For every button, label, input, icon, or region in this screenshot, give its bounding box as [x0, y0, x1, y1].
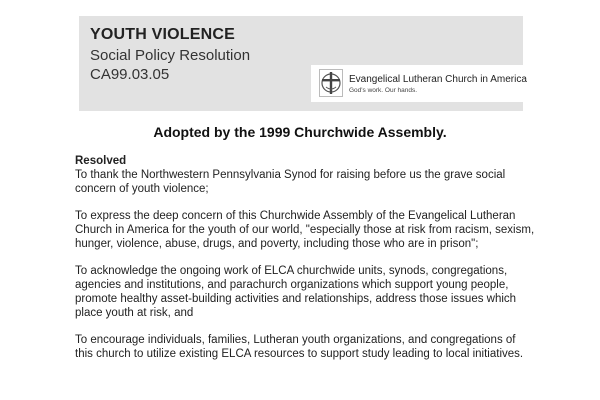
resolution-paragraph: To encourage individuals, families, Lutheran youth organizations, and congregations of this church to utilize existing ELCA resources to support study leading to local initiatives. [75, 334, 524, 360]
document-subtitle: Social Policy Resolution [90, 47, 251, 64]
adoption-heading: Adopted by the 1999 Churchwide Assembly. [153, 124, 447, 140]
resolution-paragraph: To express the deep concern of this Churchwide Assembly of the Evangelical Lutheran Church in America for the youth of our world, "especially those at risk from racism, sexism, hunger, violence, abuse, drugs, and poverty, including those who are in prison"; [75, 210, 535, 250]
header-box [79, 16, 527, 111]
resolved-label: Resolved [75, 155, 127, 167]
logo-tagline: God's work. Our hands. [349, 87, 418, 94]
document-code: CA99.03.05 [90, 66, 170, 83]
logo-organization-name: Evangelical Lutheran Church in America [349, 74, 527, 85]
resolution-paragraph: To acknowledge the ongoing work of ELCA churchwide units, synods, congregations, agencies and institutions, and parachurch organizations which support young people, promote healthy asset-building activities and relationships, address those issues which place youth at risk, and [75, 265, 517, 319]
document-title: YOUTH VIOLENCE [90, 26, 236, 43]
resolution-paragraph: To thank the Northwestern Pennsylvania Synod for raising before us the grave social concern of youth violence; [75, 169, 506, 195]
elca-logo [311, 65, 527, 102]
resolution-body [75, 154, 535, 374]
elca-cross-icon [319, 69, 343, 97]
